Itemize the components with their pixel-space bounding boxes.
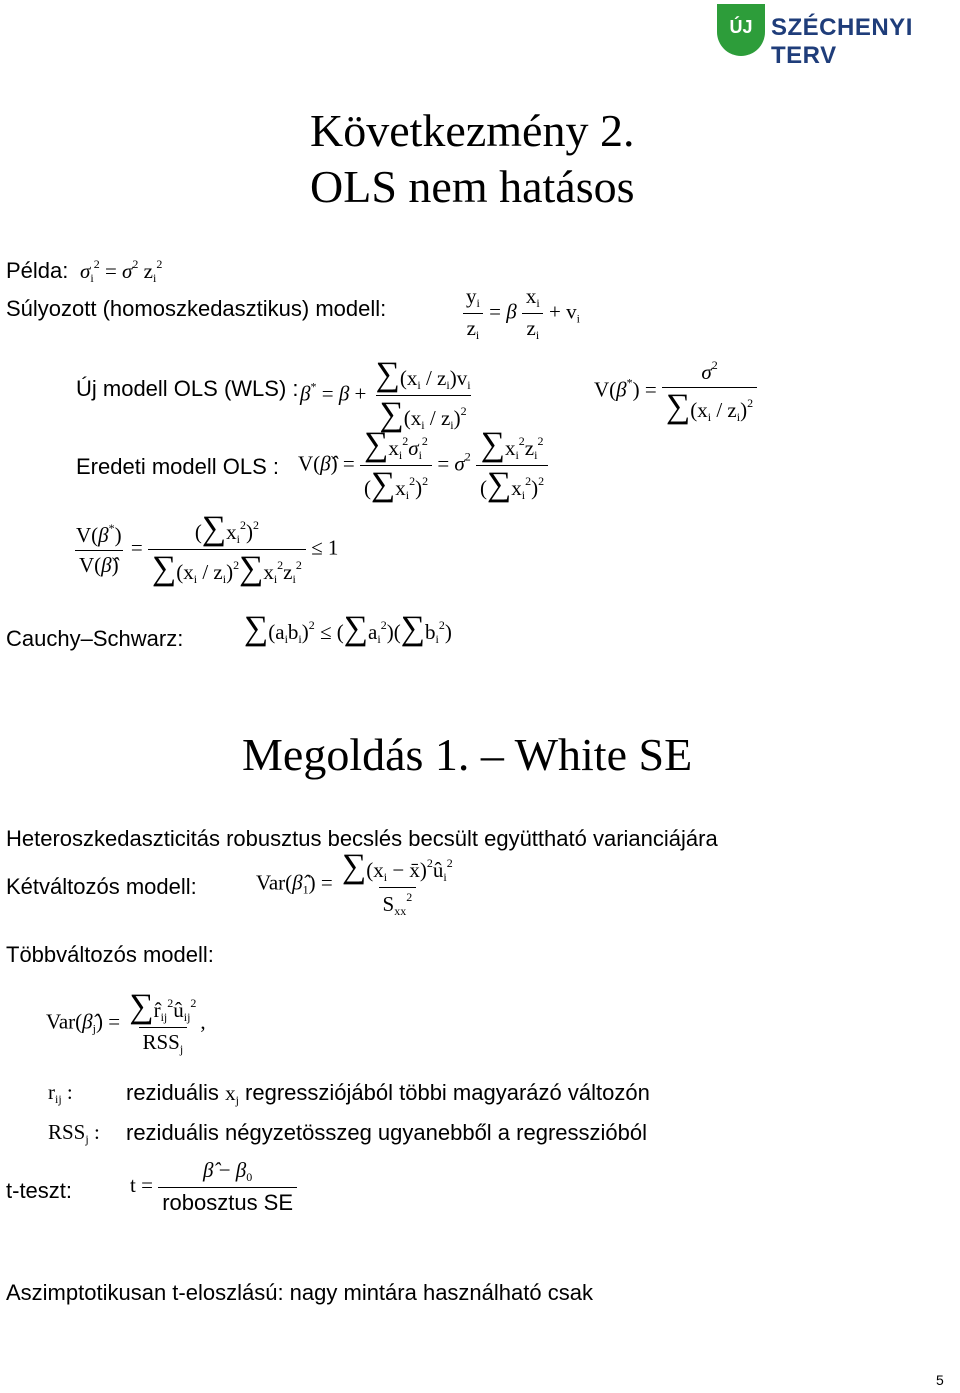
tobbvaltozos-label: Többváltozós modell: xyxy=(6,942,214,967)
szechenyi-terv-logo xyxy=(713,0,960,69)
eredeti-modell-label: Eredeti modell OLS : xyxy=(76,454,279,479)
var-beta-star-formula: V(β*) = $\frac{\sigma^2}{\sum(x_i / z_i)^2}$ xyxy=(594,358,757,425)
rij-desc: reziduális $x_j$ regressziójából többi magyarázó változón xyxy=(126,1080,650,1107)
ketvaltozos-formula: $Var(\betâ_1)$ = $\frac{\sum(x_i - x̄)^2û_i^2}{S_{xx}^2}$ xyxy=(256,848,453,918)
tobbvaltozos-formula: $Var(\betâ_j)$ = $\frac{\sum r̂_{ij}^2û_{ij}^2}{RSS_j}$ , xyxy=(46,988,206,1056)
ratio-formula: $\frac{V(\beta^*)}{V(\betâ)}$ = $\frac{(\sum x_i^2)^2}{\sum(x_i / z_i)^2\sum x_i^2z_i^2}$ ≤ 1 xyxy=(76,510,339,587)
rij-symbol: $r_{ij}$ : xyxy=(48,1080,73,1106)
tteszt-formula: t = $\frac{\betâ - \beta_0}{\text{robosztus SE}}$ xyxy=(130,1158,297,1216)
pelda-label: Példa: xyxy=(6,258,69,283)
ketvaltozos-label: Kétváltozós modell: xyxy=(6,874,197,899)
logo-badge: ÚJ xyxy=(717,4,765,56)
logo-text: SZÉCHENYI TERV xyxy=(771,14,913,69)
title-line1: Következmény 2. xyxy=(310,105,635,156)
hetero-line: Heteroszkedaszticitás robusztus becslés becsült együttható varianciájára xyxy=(6,826,718,851)
cauchy-formula: $\sum(a_ib_i)^2 \le (\sum a_i^2)(\sum b_i^2)$ xyxy=(244,610,452,647)
uj-modell-label: Új modell OLS (WLS) : xyxy=(76,376,299,401)
tteszt-label: t-teszt: xyxy=(6,1178,73,1203)
rss-symbol: $RSS_j$ : xyxy=(48,1120,100,1146)
title-line2: OLS nem hatásos xyxy=(310,161,635,212)
page-number: 5 xyxy=(936,1372,944,1388)
cauchy-label: Cauchy–Schwarz: xyxy=(6,626,184,651)
aszimp-line: Aszimptotikusan t-eloszlású: nagy mintára használható csak xyxy=(6,1280,593,1305)
robusztus-se: robosztus SE xyxy=(162,1190,294,1215)
rij-desc-text2: regressziójából többi magyarázó változón xyxy=(245,1080,650,1105)
rij-desc-text: reziduális xyxy=(126,1080,219,1105)
sulyozott-label: Súlyozott (homoszkedasztikus) modell: xyxy=(6,296,387,321)
title-white-se: Megoldás 1. – White SE xyxy=(242,729,693,780)
rss-desc: reziduális négyzetösszeg ugyanebből a regresszióból xyxy=(126,1120,647,1145)
eredeti-modell-formula: V(β̂) = $\frac{\sum x_i^2\sigma_i^2}{(\sum x_i^2)^2}$ = $\sigma^2$ $\frac{\sum x_i^2z_i^2}{(\sum x_i^2)^2}$ xyxy=(298,428,548,503)
uj-modell-formula: β* = β + $\frac{\sum(x_i / z_i)v_i}{\sum(x_i / z_i)^2}$ xyxy=(300,356,471,433)
pelda-formula: $\sigma_i^2 = \sigma^2$ $z_i^2$ xyxy=(80,257,163,285)
sulyozott-formula: $\frac{y_i}{z_i}$ = β $\frac{x_i}{z_i}$ + $v_i$ xyxy=(462,284,580,343)
